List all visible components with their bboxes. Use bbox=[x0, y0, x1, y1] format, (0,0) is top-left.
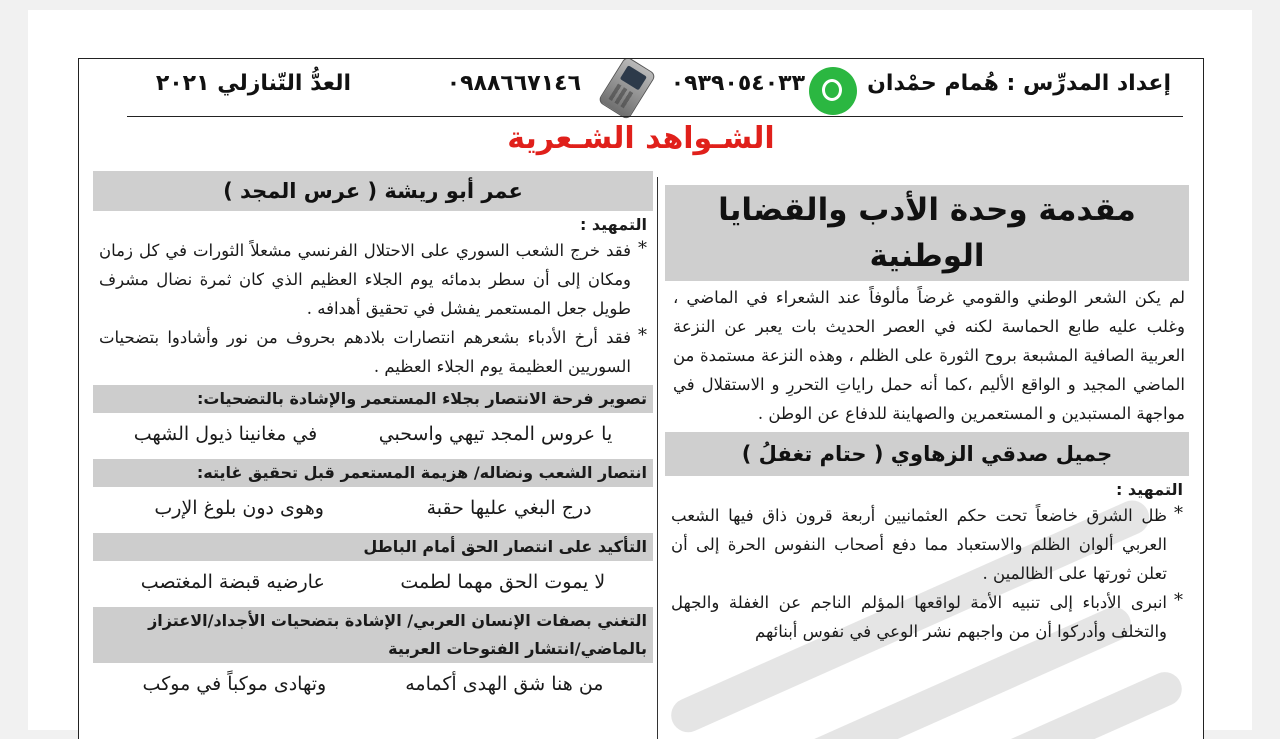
verse-second-hemistich: وهوى دون بلوغ الإرب bbox=[154, 497, 324, 519]
countdown-issue: العدُّ التّنازلي ٢٠٢١ bbox=[155, 71, 351, 96]
mobile-phone-icon bbox=[597, 58, 656, 120]
header bbox=[79, 59, 1203, 117]
worksheet-frame bbox=[78, 58, 1204, 739]
verse-second-hemistich: في مغانينا ذيول الشهب bbox=[133, 423, 318, 445]
page-title: الشـواهد الشـعرية bbox=[507, 121, 775, 156]
verse-first-hemistich: من هنا شق الهدى أكمامه bbox=[405, 673, 604, 695]
verse-line bbox=[93, 487, 653, 529]
verse-first-hemistich: لا يموت الحق مهما لطمت bbox=[400, 571, 606, 593]
verse-line bbox=[93, 663, 653, 705]
theme-heading: انتصار الشعب ونضاله/ هزيمة المستعمر قبل تحقيق غايته: bbox=[93, 459, 653, 487]
author-name: إعداد المدرِّس : هُمام حمْدان bbox=[867, 71, 1171, 96]
whatsapp-number: ٠٩٣٩٠٥٤٠٣٣ bbox=[670, 71, 805, 96]
verse-second-hemistich: وتهادى موكباً في موكب bbox=[142, 673, 327, 695]
verse-line bbox=[93, 413, 653, 455]
left-column bbox=[93, 171, 653, 705]
verse-second-hemistich: عارضيه قبضة المغتصب bbox=[140, 571, 325, 593]
theme-heading: تصوير فرحة الانتصار بجلاء المستعمر والإشادة بالتضحيات: bbox=[93, 385, 653, 413]
poet-title-zahawi: جميل صدقي الزهاوي ( حتام تغفلُ ) bbox=[665, 432, 1189, 476]
intro-bullet: * فقد خرج الشعب السوري على الاحتلال الفرنسي مشعلاً الثورات في كل زمان ومكان إلى أن سطر بدمائه يوم الجلاء العظيم الذي كان ثمرة نضال مشرف طويل جعل المستعمر يفشل في تحقيق أهدافه . bbox=[93, 236, 653, 323]
poet-title-abu-risha: عمر أبو ريشة ( عرس المجد ) bbox=[93, 171, 653, 211]
mobile-number: ٠٩٨٨٦٦٧١٤٦ bbox=[446, 71, 581, 96]
verse-first-hemistich: يا عروس المجد تيهي واسحبي bbox=[378, 423, 613, 445]
intro-bullet: * فقد أرخ الأدباء بشعرهم انتصارات بلادهم بحروف من نور وأشادوا بتضحيات السوريين العظيمة يوم الجلاء العظيم . bbox=[93, 323, 653, 381]
right-column bbox=[665, 185, 1189, 646]
header-divider bbox=[127, 116, 1183, 117]
unit-intro-text: لم يكن الشعر الوطني والقومي غرضاً مألوفاً عند الشعراء في الماضي ، وغلب عليه طابع الحماسة لكنه في العصر الحديث بات يعبر عن النزعة العربية الصافية المشبعة بروح الثورة على الظلم ، وهذه النزعة مستمدة من الماضي المجيد و الواقع الأليم ،كما أنه حمل راياتِ التحررِ و الاستقلال في مواجهة المستبدين و المستعمرين والصهاينة للدفاع عن الوطن . bbox=[673, 288, 1185, 423]
verse-first-hemistich: درج البغي عليها حقبة bbox=[426, 497, 592, 519]
verse-line bbox=[93, 561, 653, 603]
whatsapp-icon bbox=[809, 67, 857, 115]
column-divider bbox=[657, 177, 658, 739]
intro-label: التمهيد : bbox=[579, 215, 647, 234]
theme-heading: التأكيد على انتصار الحق أمام الباطل bbox=[93, 533, 653, 561]
theme-heading: التغني بصفات الإنسان العربي/ الإشادة بتضحيات الأجداد/الاعتزاز بالماضي/انتشار الفتوحات العربية bbox=[93, 607, 653, 663]
intro-label: التمهيد : bbox=[1115, 480, 1183, 499]
intro-bullet: * انبرى الأدباء إلى تنبيه الأمة لواقعها المؤلم الناجم عن الغفلة والجهل والتخلف وأدركوا أن من واجبهم نشر الوعي في نفوس أبنائهم bbox=[665, 588, 1189, 646]
intro-bullet: * ظل الشرق خاضعاً تحت حكم العثمانيين أربعة قرون ذاق فيها الشعب العربي ألوان الظلم والاستعباد مما دفع أصحاب النفوس الحرة إلى أن تعلن ثورتها على الظالمين . bbox=[665, 501, 1189, 588]
unit-intro-title: مقدمة وحدة الأدب والقضايا الوطنية bbox=[665, 185, 1189, 281]
